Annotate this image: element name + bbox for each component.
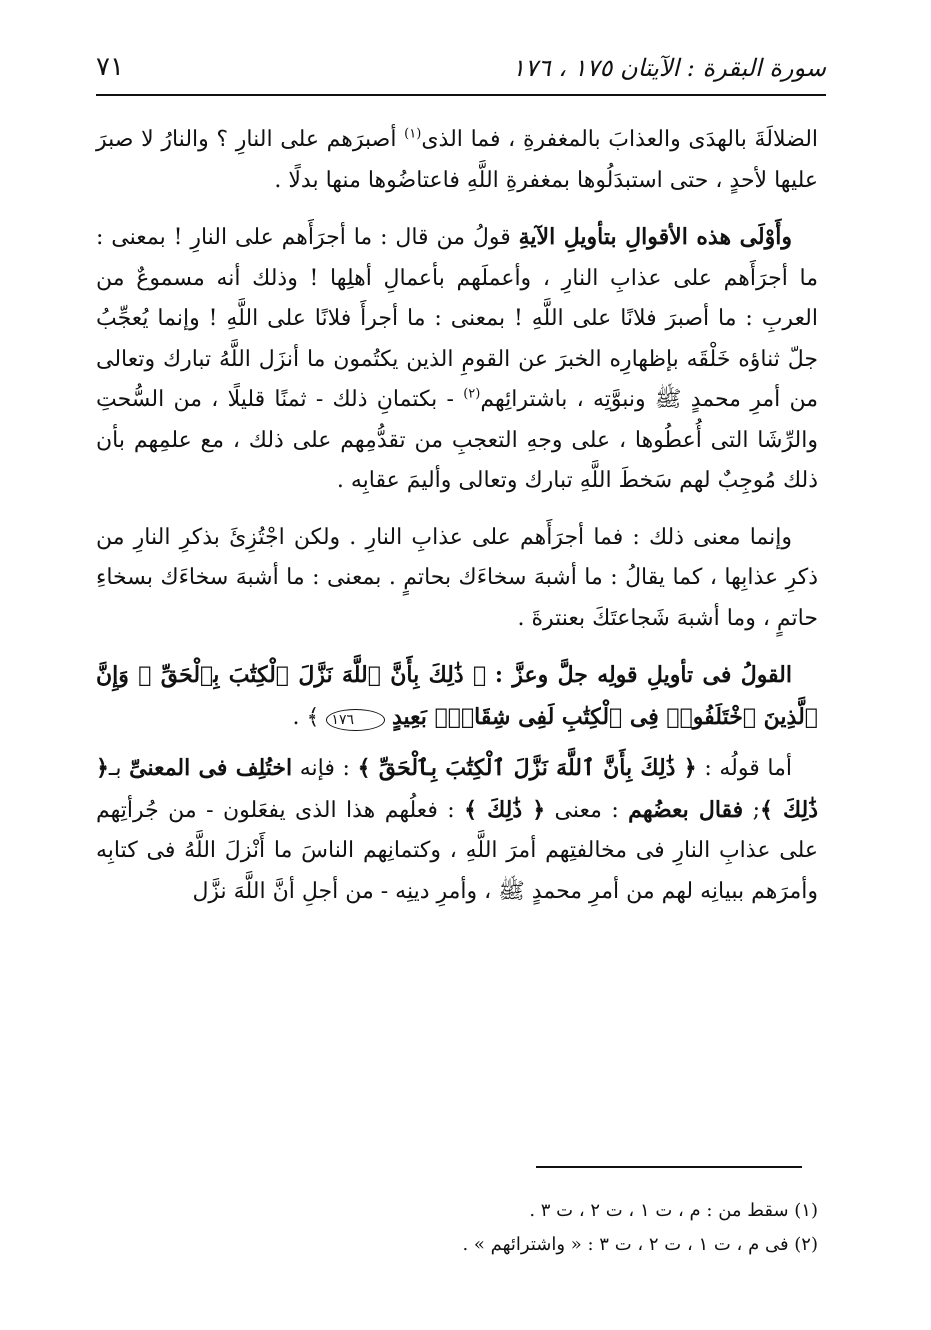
header-rule	[96, 94, 826, 96]
ayah-number-mark: ١٧٦	[326, 709, 385, 731]
footnote-rule	[536, 1166, 802, 1168]
paragraph-5	[96, 748, 818, 912]
footnote-2: (٢) فى م ، ت ١ ، ت ٢ ، ت ٣ : « واشترائهم » .	[462, 1234, 818, 1255]
quran-verse: ﴿ ذَٰلِكَ بِأَنَّ ٱللَّهَ نَزَّلَ ٱلْكِتَٰبَ بِٱلْحَقِّ ۗ وَإِنَّ ٱلَّذِينَ ٱخْتَلَفُوا۟ فِى ٱلْكِتَٰبِ لَفِى شِقَاقٍۭ بَعِيدٍ	[96, 662, 818, 730]
main-text	[96, 120, 818, 928]
paragraph-3-text: وإنما معنى ذلك : فما أجرَأَهم على عذابِ النارِ . ولكن اجْتُزِئَ بذكرِ النارِ من ذكرِ عذابِها ، كما يقالُ : ما أشبهَ سخاءَك بحاتمٍ . بمعنى : ما أشبهَ سخاءَك بسخاءِ حاتمٍ ، وما أشبهَ شَجاعتَكَ بعنترةَ .	[96, 524, 818, 631]
paragraph-5-text-e: : معنى	[554, 797, 619, 823]
paragraph-5-text-f: : فعلُهم هذا الذى يفعَلون - من جُرأتِهم على عذابِ النارِ فى مخالفتِهم أمرَ اللَّهِ ، وكتمانِهم الناسَ ما أَنْزلَ اللَّهُ فى كتابِه وأمرَهم ببيانِه لهم من أمرِ محمدٍ ﷺ ، وأمرِ دينِه - من أجلِ أنَّ اللَّهَ نزَّل	[96, 797, 818, 904]
footnote-1: (١) سقط من : م ، ت ١ ، ت ٢ ، ت ٣ .	[529, 1200, 818, 1221]
paragraph-2-heading: وأَوْلَى هذه الأقوالِ بتأويلِ الآيةِ	[518, 224, 792, 250]
quran-quote-2: ﴿ ذَٰلِكَ ﴾	[96, 755, 819, 823]
quran-quote-1: ﴿ ذَٰلِكَ بِأَنَّ ٱللَّهَ نَزَّلَ ٱلْكِتَٰبَ بِٱلْحَقِّ ﴾	[357, 755, 697, 781]
paragraph-1-text: الضلالَةَ بالهدَى والعذابَ بالمغفرةِ ، فما الذى	[421, 127, 819, 152]
paragraph-5-bold-1: اختُلِف فى المعنىِّ	[129, 755, 293, 781]
paragraph-5-text-a: أما قولُه :	[704, 756, 792, 781]
paragraph-5-text-c: بـ	[108, 756, 122, 781]
paragraph-2	[96, 217, 818, 502]
quran-verse-end: ﴾ .	[292, 704, 320, 730]
paragraph-2-text-a: قولُ من قال : ما أجرَأَهم على النارِ ! بمعنى : ما أجرَأَهم على عذابِ النارِ ، وأعملَهم بأعمالِ أهلِها ! وذلك أنه مسموعٌ من العربِ : ما أصبرَ فلانًا على اللَّهِ ! بمعنى : ما أجرأَ فلانًا على اللَّهِ ! وإنما يُعجِّبُ جلّ ثناؤه خَلْقَه بإظهارِه الخبرَ عن القومِ الذين يكتُمون ما أنزَل اللَّهُ تبارك وتعالى من أمرِ محمدٍ ﷺ ونبوَّتِه ، باشترائِهم	[96, 225, 819, 412]
quran-quote-3: ﴿ ذَٰلِكَ ﴾	[464, 796, 546, 823]
paragraph-4-heading: القولُ فى تأويلِ قولِه جلَّ وعزَّ :	[494, 662, 792, 688]
page-number: ٧١	[96, 52, 124, 82]
paragraph-5-bold-2: فقال بعضُهم	[628, 796, 744, 823]
footnotes	[96, 1196, 818, 1264]
footnote-ref-1[interactable]: (١)	[404, 126, 422, 142]
paragraph-5-text-d: ;	[752, 797, 761, 823]
paragraph-5-text-b: : فإنه	[299, 756, 350, 781]
paragraph-4	[96, 655, 818, 738]
paragraph-3	[96, 518, 818, 640]
paragraph-1	[96, 120, 818, 201]
paragraph-1-rest: أصبرَهم على النارِ ؟ والنارُ لا صبرَ عليها لأحدٍ ، حتى استبدَلُوها بمغفرةِ اللَّهِ فاعتاضُوها منها بدلًا .	[96, 127, 818, 193]
header-title: سورة البقرة : الآيتان ١٧٥ ، ١٧٦	[511, 54, 826, 82]
running-header	[96, 48, 826, 92]
footnote-ref-2[interactable]: (٢)	[463, 386, 481, 402]
paragraph-2-text-b: - بكتمانِ ذلك - ثمنًا قليلًا ، من السُّحتِ والرِّشَا التى أُعطُوها ، على وجهِ التعجبِ من تقدُّمِهم على ذلك ، مع علمِهم بأن ذلك مُوجِبٌ لهم سَخطَ اللَّهِ تبارك وتعالى وأليمَ عقابِه .	[96, 387, 818, 493]
